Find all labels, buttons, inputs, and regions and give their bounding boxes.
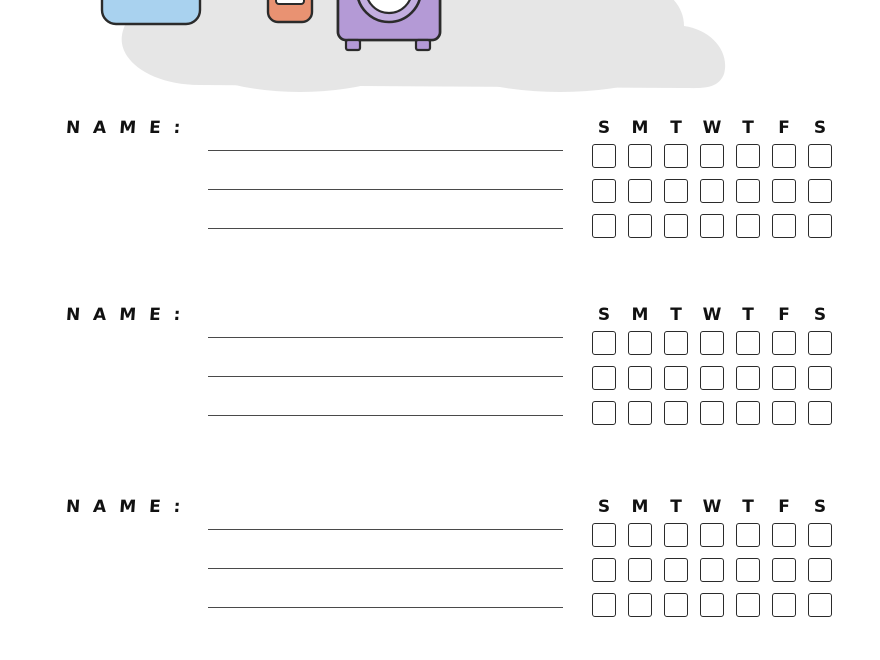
checkbox[interactable] <box>628 144 652 168</box>
checkbox[interactable] <box>664 366 688 390</box>
checkbox[interactable] <box>808 366 832 390</box>
checkbox-cell <box>622 144 658 168</box>
checkbox[interactable] <box>700 593 724 617</box>
checkbox[interactable] <box>700 401 724 425</box>
checkbox[interactable] <box>808 401 832 425</box>
checkbox[interactable] <box>664 214 688 238</box>
checkbox-cell <box>802 401 838 425</box>
checkbox[interactable] <box>772 401 796 425</box>
checkbox-cell <box>730 144 766 168</box>
checkbox[interactable] <box>772 366 796 390</box>
checkbox-row <box>586 401 838 425</box>
checkbox-cell <box>766 366 802 390</box>
checkbox[interactable] <box>664 179 688 203</box>
checkbox-cell <box>658 401 694 425</box>
chore-line[interactable] <box>208 228 563 229</box>
checkbox-row <box>586 331 838 355</box>
checkbox-cell <box>802 179 838 203</box>
day-label-sunday: S <box>597 118 611 138</box>
checkbox[interactable] <box>628 179 652 203</box>
checkbox[interactable] <box>700 179 724 203</box>
day-label-tuesday: T <box>670 497 682 517</box>
checkbox[interactable] <box>628 593 652 617</box>
checkbox[interactable] <box>700 214 724 238</box>
day-label-wednesday: W <box>702 497 722 517</box>
checkbox[interactable] <box>664 523 688 547</box>
checkbox-cell <box>766 523 802 547</box>
checkbox-cell <box>694 523 730 547</box>
checkbox[interactable] <box>736 331 760 355</box>
chore-write-lines <box>208 150 563 229</box>
checkbox[interactable] <box>592 331 616 355</box>
checkbox-cell <box>730 366 766 390</box>
checkbox-cell <box>586 401 622 425</box>
checkbox-cell <box>658 179 694 203</box>
checkbox[interactable] <box>808 593 832 617</box>
checkbox[interactable] <box>808 523 832 547</box>
checkbox-cell <box>622 401 658 425</box>
checkbox-cell <box>802 593 838 617</box>
chore-line[interactable] <box>208 529 563 530</box>
checkbox-cell <box>658 593 694 617</box>
chore-line[interactable] <box>208 189 563 190</box>
checkbox-cell <box>730 523 766 547</box>
day-label-thursday: T <box>742 305 754 325</box>
day-label-wednesday: W <box>702 305 722 325</box>
checkbox[interactable] <box>664 593 688 617</box>
checkbox-cell <box>622 366 658 390</box>
checkbox[interactable] <box>700 144 724 168</box>
day-label-monday: M <box>631 305 649 325</box>
checkbox-cell <box>766 214 802 238</box>
chore-line[interactable] <box>208 337 563 338</box>
checkbox-cell <box>658 144 694 168</box>
checkbox-cell <box>622 523 658 547</box>
checkbox[interactable] <box>808 179 832 203</box>
day-label-sunday: S <box>597 305 611 325</box>
checkbox[interactable] <box>628 523 652 547</box>
week-header <box>586 305 838 325</box>
checkbox[interactable] <box>700 558 724 582</box>
blue-wash-basin <box>102 0 200 24</box>
checkbox[interactable] <box>772 593 796 617</box>
checkbox-cell <box>658 366 694 390</box>
checkbox[interactable] <box>664 144 688 168</box>
day-label-saturday: S <box>813 118 827 138</box>
checkbox-cell <box>586 179 622 203</box>
checkbox[interactable] <box>664 401 688 425</box>
name-label: N A M E : <box>65 118 185 138</box>
day-label-thursday: T <box>742 497 754 517</box>
checkbox-cell <box>586 558 622 582</box>
chore-write-lines <box>208 337 563 416</box>
checkbox[interactable] <box>628 366 652 390</box>
checkbox-cell <box>622 179 658 203</box>
day-label-saturday: S <box>813 497 827 517</box>
week-header <box>586 497 838 517</box>
checkbox-row <box>586 593 838 617</box>
checkbox-cell <box>730 593 766 617</box>
checkbox-cell <box>586 366 622 390</box>
checkbox-cell <box>730 558 766 582</box>
checkbox[interactable] <box>772 331 796 355</box>
day-label-sunday: S <box>597 497 611 517</box>
chore-section <box>0 497 880 642</box>
checkbox-cell <box>694 144 730 168</box>
chore-write-lines <box>208 529 563 608</box>
checkbox[interactable] <box>736 214 760 238</box>
checkbox-row <box>586 179 838 203</box>
checkbox-cell <box>658 523 694 547</box>
checkbox[interactable] <box>592 179 616 203</box>
checkbox-cell <box>730 331 766 355</box>
chore-section <box>0 305 880 450</box>
checkbox-cell <box>658 214 694 238</box>
checkbox-cell <box>658 331 694 355</box>
chore-line[interactable] <box>208 607 563 608</box>
day-label-monday: M <box>631 118 649 138</box>
checkbox[interactable] <box>808 331 832 355</box>
checkbox-cell <box>622 214 658 238</box>
checkbox[interactable] <box>736 523 760 547</box>
checkbox-row <box>586 214 838 238</box>
checkbox-row <box>586 523 838 547</box>
week-header <box>586 118 838 138</box>
day-label-tuesday: T <box>670 118 682 138</box>
checkbox-cell <box>766 558 802 582</box>
week-grid <box>586 497 838 628</box>
checkbox-row <box>586 558 838 582</box>
checkbox[interactable] <box>700 523 724 547</box>
checkbox-cell <box>586 144 622 168</box>
checkbox-cell <box>586 331 622 355</box>
checkbox-cell <box>694 366 730 390</box>
checkbox[interactable] <box>808 558 832 582</box>
checkbox-cell <box>802 558 838 582</box>
checkbox-cell <box>694 558 730 582</box>
day-label-monday: M <box>631 497 649 517</box>
checkbox[interactable] <box>772 523 796 547</box>
checkbox[interactable] <box>772 179 796 203</box>
day-label-thursday: T <box>742 118 754 138</box>
day-label-saturday: S <box>813 305 827 325</box>
checkbox-cell <box>622 331 658 355</box>
name-label: N A M E : <box>65 305 185 325</box>
checkbox-cell <box>766 401 802 425</box>
checkbox-cell <box>586 523 622 547</box>
checkbox-cell <box>766 179 802 203</box>
checkbox[interactable] <box>808 144 832 168</box>
checkbox[interactable] <box>736 558 760 582</box>
checkbox-cell <box>766 144 802 168</box>
checkbox[interactable] <box>592 144 616 168</box>
checkbox[interactable] <box>772 144 796 168</box>
checkbox[interactable] <box>664 558 688 582</box>
checkbox-row <box>586 144 838 168</box>
day-label-tuesday: T <box>670 305 682 325</box>
week-grid <box>586 118 838 249</box>
checkbox[interactable] <box>664 331 688 355</box>
checkbox[interactable] <box>700 366 724 390</box>
checkbox[interactable] <box>772 214 796 238</box>
checkbox[interactable] <box>628 558 652 582</box>
checkbox-cell <box>730 401 766 425</box>
checkbox[interactable] <box>736 593 760 617</box>
checkbox-cell <box>622 593 658 617</box>
chore-line[interactable] <box>208 376 563 377</box>
checkbox-row <box>586 366 838 390</box>
checkbox[interactable] <box>592 366 616 390</box>
chore-line[interactable] <box>208 150 563 151</box>
checkbox-cell <box>622 558 658 582</box>
checkbox[interactable] <box>592 593 616 617</box>
checkbox-cell <box>730 214 766 238</box>
name-label: N A M E : <box>65 497 185 517</box>
checkbox-rows <box>586 523 838 617</box>
checkbox[interactable] <box>736 366 760 390</box>
checkbox-cell <box>658 558 694 582</box>
checkbox[interactable] <box>772 558 796 582</box>
chore-section <box>0 118 880 263</box>
checkbox-cell <box>694 593 730 617</box>
cleaning-supplies-illustration <box>0 0 880 120</box>
checkbox[interactable] <box>628 401 652 425</box>
checkbox-cell <box>586 593 622 617</box>
checkbox[interactable] <box>628 331 652 355</box>
day-label-wednesday: W <box>702 118 722 138</box>
checkbox-cell <box>694 214 730 238</box>
checkbox[interactable] <box>592 523 616 547</box>
chore-line[interactable] <box>208 568 563 569</box>
checkbox-cell <box>802 214 838 238</box>
day-label-friday: F <box>778 118 790 138</box>
checkbox[interactable] <box>736 401 760 425</box>
chore-line[interactable] <box>208 415 563 416</box>
checkbox[interactable] <box>592 214 616 238</box>
checkbox-cell <box>586 214 622 238</box>
checkbox-cell <box>730 179 766 203</box>
checkbox-cell <box>802 331 838 355</box>
checkbox-cell <box>694 401 730 425</box>
checkbox[interactable] <box>736 144 760 168</box>
checkbox[interactable] <box>736 179 760 203</box>
checkbox-rows <box>586 144 838 238</box>
checkbox-cell <box>766 331 802 355</box>
checkbox-cell <box>766 593 802 617</box>
checkbox[interactable] <box>628 214 652 238</box>
day-label-friday: F <box>778 305 790 325</box>
checkbox-cell <box>694 331 730 355</box>
checkbox[interactable] <box>700 331 724 355</box>
checkbox-cell <box>694 179 730 203</box>
checkbox-cell <box>802 523 838 547</box>
checkbox[interactable] <box>808 214 832 238</box>
checkbox-cell <box>802 366 838 390</box>
checkbox[interactable] <box>592 401 616 425</box>
checkbox-rows <box>586 331 838 425</box>
checkbox-cell <box>802 144 838 168</box>
day-label-friday: F <box>778 497 790 517</box>
week-grid <box>586 305 838 436</box>
checkbox[interactable] <box>592 558 616 582</box>
